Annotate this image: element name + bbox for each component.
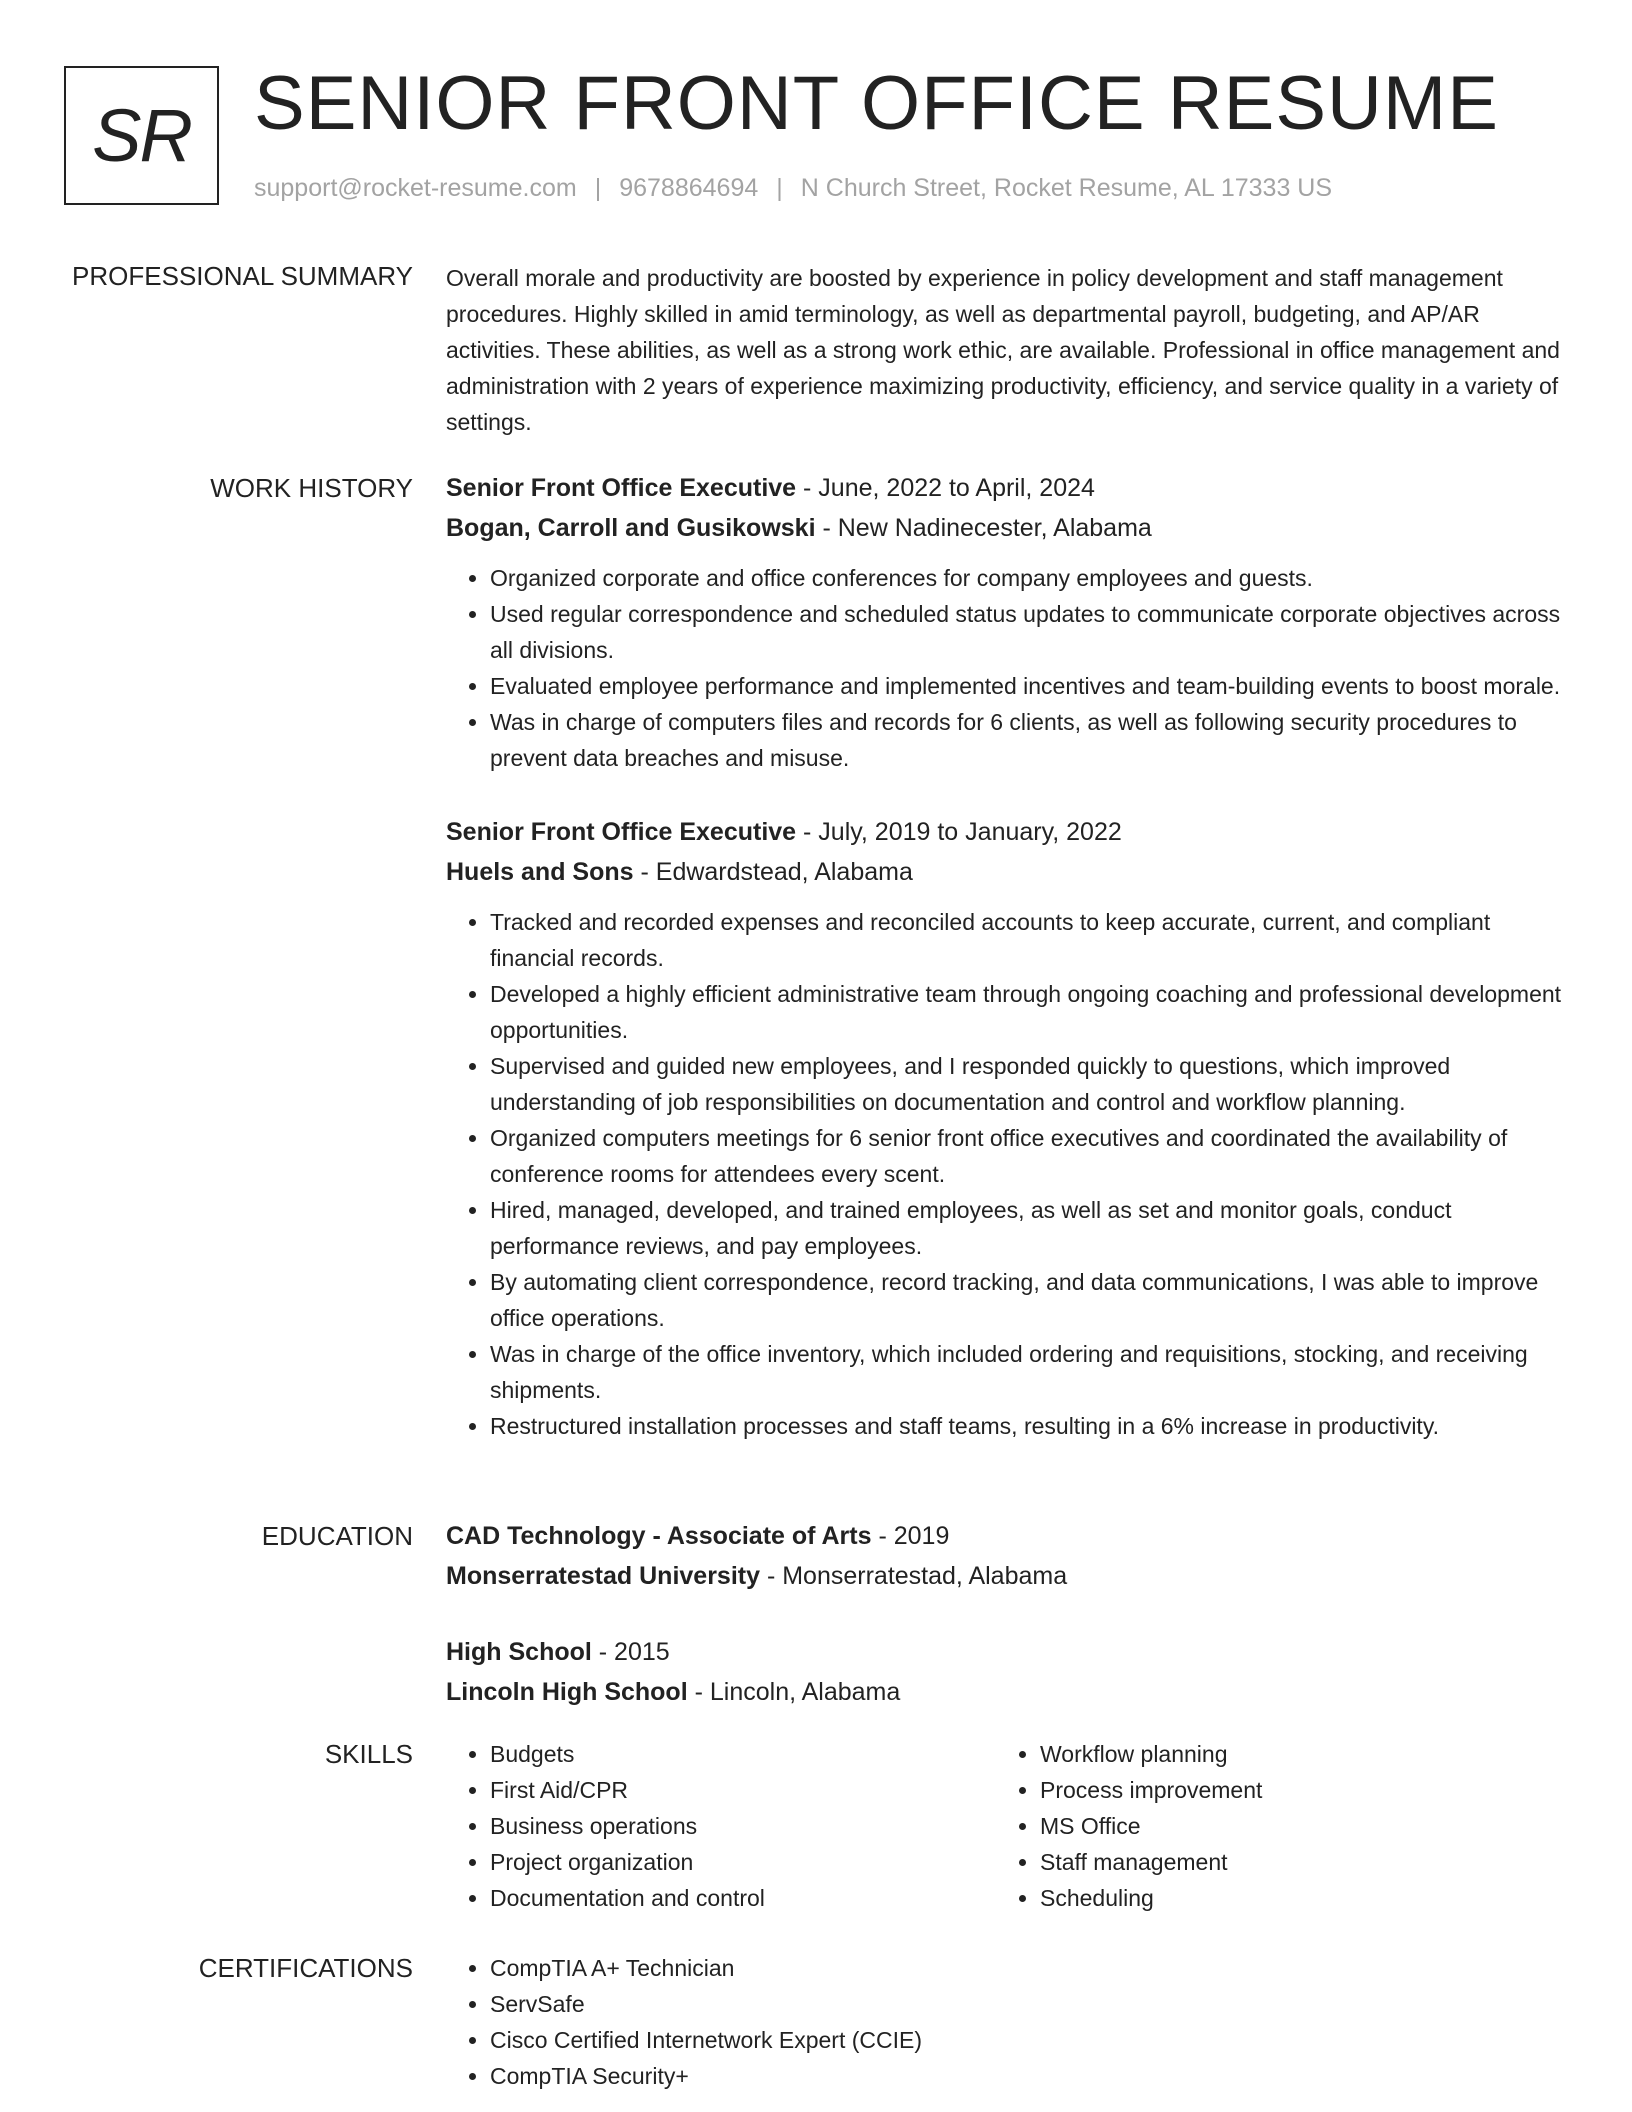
education-year: - 2015 <box>591 1638 670 1666</box>
section-title-work-history: WORK HISTORY <box>210 473 413 503</box>
section-title-certifications: CERTIFICATIONS <box>198 1953 413 1983</box>
job-role: Senior Front Office Executive <box>446 818 797 846</box>
section-title-summary: PROFESSIONAL SUMMARY <box>72 261 413 291</box>
job-bullets <box>446 560 1566 776</box>
job-role: Senior Front Office Executive <box>446 474 797 502</box>
list-item: • MS Office <box>1040 1808 1546 1844</box>
education-entry <box>446 1632 1566 1712</box>
list-item: • Staff management <box>1040 1844 1546 1880</box>
certifications-list <box>446 1950 1566 2094</box>
job-location: - New Nadinecester, Alabama <box>815 514 1152 542</box>
job-entry <box>446 468 1566 776</box>
list-item: • Cisco Certified Internetwork Expert (CCIE) <box>490 2022 1566 2058</box>
list-item: • Used regular correspondence and scheduled status updates to communicate corporate objectives across all divisions. <box>490 596 1566 668</box>
list-item: • Hired, managed, developed, and trained employees, as well as set and monitor goals, conduct performance reviews, and pay employees. <box>490 1192 1566 1264</box>
skills-column-2 <box>996 1736 1546 1916</box>
contact-address: N Church Street, Rocket Resume, AL 17333 US <box>800 174 1333 202</box>
list-item: • Documentation and control <box>490 1880 996 1916</box>
contact-separator: | <box>594 174 602 202</box>
list-item: • Scheduling <box>1040 1880 1546 1916</box>
contact-separator: | <box>776 174 783 202</box>
list-item: • Evaluated employee performance and implemented incentives and team-building events to boost morale. <box>490 668 1566 704</box>
education-school: Monserratestad University <box>446 1562 761 1590</box>
list-item: • Organized corporate and office conferences for company employees and guests. <box>490 560 1566 596</box>
job-dates: - June, 2022 to April, 2024 <box>796 474 1095 502</box>
list-item: • Tracked and recorded expenses and reconciled accounts to keep accurate, current, and compliant financial records. <box>490 904 1566 976</box>
list-item: • ServSafe <box>490 1986 1566 2022</box>
summary-text: Overall morale and productivity are boosted by experience in policy development and staff management procedures. Highly skilled in amid terminology, as well as departmental payroll, budgeting, and AP/AR activities. These abilities, as well as a strong work ethic, are available. Professional in office management and administration with 2 years of experience maximizing productivity, efficiency, and service quality in a variety of settings. <box>446 265 1560 435</box>
contact-email[interactable]: support@rocket-resume.com <box>254 174 577 202</box>
education-degree: High School <box>446 1638 592 1666</box>
education-location: - Lincoln, Alabama <box>687 1678 901 1706</box>
list-item: • CompTIA A+ Technician <box>490 1950 1566 1986</box>
list-item: • Supervised and guided new employees, and I responded quickly to questions, which improved understanding of job responsibilities on documentation and control and workflow planning. <box>490 1048 1566 1120</box>
section-title-skills: SKILLS <box>324 1739 413 1769</box>
resume-title: SENIOR FRONT OFFICE RESUME <box>254 61 1499 146</box>
monogram-logo: SR <box>64 66 219 205</box>
job-entry <box>446 812 1566 1444</box>
education-school: Lincoln High School <box>446 1678 688 1706</box>
list-item: • CompTIA Security+ <box>490 2058 1566 2094</box>
list-item: • Project organization <box>490 1844 996 1880</box>
job-dates: - July, 2019 to January, 2022 <box>796 818 1122 846</box>
list-item: • Was in charge of the office inventory, which included ordering and requisitions, stocking, and receiving shipments. <box>490 1336 1566 1408</box>
list-item: • Workflow planning <box>1040 1736 1546 1772</box>
list-item: • First Aid/CPR <box>490 1772 996 1808</box>
list-item: • Budgets <box>490 1736 996 1772</box>
skills-column-1 <box>446 1736 996 1916</box>
contact-phone[interactable]: 9678864694 <box>619 174 759 202</box>
education-location: - Monserratestad, Alabama <box>760 1562 1068 1590</box>
list-item: • By automating client correspondence, record tracking, and data communications, I was able to improve office operations. <box>490 1264 1566 1336</box>
education-entry <box>446 1516 1566 1596</box>
list-item: • Business operations <box>490 1808 996 1844</box>
contact-line <box>254 174 1332 203</box>
job-bullets <box>446 904 1566 1444</box>
job-company: Bogan, Carroll and Gusikowski <box>446 514 816 542</box>
list-item: • Developed a highly efficient administrative team through ongoing coaching and professional development opportunities. <box>490 976 1566 1048</box>
job-company: Huels and Sons <box>446 858 634 886</box>
section-title-education: EDUCATION <box>261 1521 413 1551</box>
list-item: • Process improvement <box>1040 1772 1546 1808</box>
list-item: • Restructured installation processes and staff teams, resulting in a 6% increase in productivity. <box>490 1408 1566 1444</box>
education-year: - 2019 <box>871 1522 950 1550</box>
job-location: - Edwardstead, Alabama <box>633 858 913 886</box>
education-degree: CAD Technology - Associate of Arts <box>446 1522 872 1550</box>
list-item: • Organized computers meetings for 6 senior front office executives and coordinated the availability of conference rooms for attendees every scent. <box>490 1120 1566 1192</box>
list-item: • Was in charge of computers files and records for 6 clients, as well as following security procedures to prevent data breaches and misuse. <box>490 704 1566 776</box>
